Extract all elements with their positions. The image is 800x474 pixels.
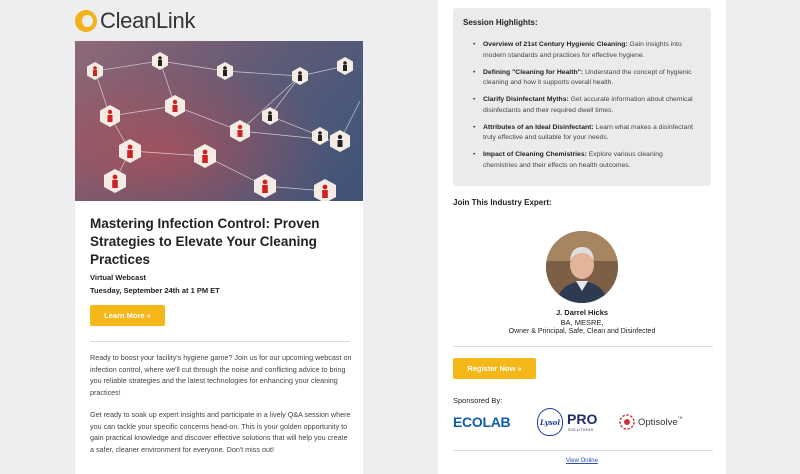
highlight-item [473, 95, 699, 116]
network-hexagons-illustration [75, 41, 363, 201]
highlight-heading: Impact of Cleaning Chemistries: [483, 151, 587, 158]
logo-text: CleanLink [100, 8, 196, 33]
optisolve-icon [619, 414, 635, 430]
speaker-role: Owner & Principal, Safe, Clean and Disinfected [508, 328, 656, 335]
article-title: Mastering Infection Control: Proven Strategies to Elevate Your Cleaning Practices [90, 216, 320, 267]
highlight-text: Gain insights into modern standards and practices for effective hygiene. [483, 41, 682, 59]
ecolab-logo[interactable]: ECOLAB [453, 414, 511, 430]
cleanlink-logo[interactable] [75, 8, 195, 34]
highlight-text: Understand the concept of hygienic cleaning and how it supports overall health. [483, 68, 692, 86]
highlight-text: Get accurate information about chemical disinfectants and their required dwell times. [483, 96, 693, 114]
join-expert-heading: Join This Industry Expert: [453, 198, 552, 207]
view-online-link[interactable]: View Online [566, 458, 598, 464]
highlight-heading: Clarify Disinfectant Myths: [483, 96, 569, 103]
logo-bar [0, 0, 438, 41]
event-type: Virtual Webcast [90, 273, 146, 282]
highlight-text: Explore various cleaning chemistries and their effects on health outcomes. [483, 151, 663, 169]
highlight-item [473, 68, 699, 89]
speaker-avatar [546, 231, 618, 303]
details-paragraph: Get ready to soak up expert insights and participate in a lively Q&A session where you can tackle your specific concerns head-on. This is your golden opportunity to gain practical knowledge and discover effective solutions that will help you create a safer, cleaner environment for everyone. Don't miss out! [90, 410, 351, 454]
highlight-item [473, 150, 699, 171]
speaker-portrait [546, 231, 618, 303]
lysol-wordmark: Lysol [539, 417, 560, 427]
divider [90, 341, 350, 342]
register-now-button[interactable]: Register Now » [453, 358, 536, 379]
optisolve-wordmark: Optisolve [638, 416, 678, 428]
email-left-column [75, 0, 363, 474]
highlight-text: Learn what makes a disinfectant truly effective and suitable for your needs. [483, 123, 694, 141]
hero-image[interactable] [75, 41, 363, 201]
highlights-list [473, 40, 699, 178]
learn-more-button[interactable]: Learn More » [90, 305, 165, 326]
sponsored-by-label: Sponsored By: [453, 396, 503, 405]
lysol-pro-logo[interactable] [537, 408, 607, 436]
session-highlights-box [453, 8, 711, 186]
pro-solutions-text: SOLUTIONS [568, 428, 594, 432]
optisolve-trademark: ™ [677, 416, 683, 422]
divider [453, 450, 713, 451]
logo-mark-icon [75, 10, 97, 32]
speaker-credentials: BA, MESRE, [560, 318, 604, 327]
highlight-heading: Defining "Cleaning for Health": [483, 68, 584, 76]
lysol-shield-icon [537, 408, 563, 436]
pro-wordmark: PRO [567, 411, 598, 427]
highlights-title: Session Highlights: [463, 18, 538, 27]
highlight-heading: Overview of 21st Century Hygienic Cleaning: [483, 41, 628, 48]
highlight-item [473, 123, 699, 144]
highlight-item [473, 40, 699, 61]
intro-paragraph: Ready to boost your facility's hygiene game? Join us for our upcoming webcast on infection control, where we'll cut through the noise and conflicting advice to bring you reliable strategies and the latest technologies for enhancing your cleaning practices! [90, 353, 352, 397]
divider [453, 346, 713, 347]
highlight-heading: Attributes of an Ideal Disinfectant: [483, 123, 594, 131]
speaker-name: J. Darrel Hicks [555, 308, 609, 317]
event-date: Tuesday, September 24th at 1 PM ET [90, 286, 220, 295]
email-right-column [438, 0, 726, 474]
optisolve-logo[interactable] [619, 413, 683, 431]
sponsors-row [453, 408, 713, 436]
